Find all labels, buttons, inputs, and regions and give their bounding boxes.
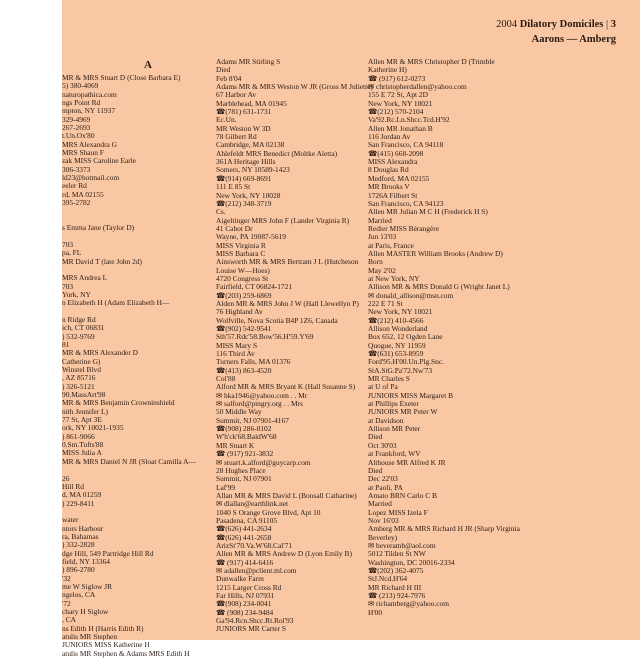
entry-line: San Francisco, CA 94123 — [368, 198, 444, 208]
entry-line: Allen MR & MRS Christopher D (Trimble — [368, 57, 495, 66]
entry-line: 78 Gilbert Rd — [216, 132, 257, 142]
entry-line: ) 326-5121 — [62, 381, 95, 391]
entry-line: W'h'ck'68.BaldW'68 — [216, 432, 277, 442]
section-letter: A — [144, 59, 152, 71]
entry-line: ra, Bahamas — [62, 531, 99, 541]
entry-line: Katherine H) — [368, 65, 407, 75]
entry-line: H'00 — [368, 607, 383, 617]
entry-line: at Paoli, PA — [368, 482, 403, 492]
entry-line: ☎(413) 863-4520 — [216, 365, 272, 375]
entry-line: at Phillips Exeter — [368, 399, 419, 409]
entry-line: Amberg MR & MRS Richard H JR (Sharp Virginia — [368, 524, 520, 534]
entry-line: 67 Harbor Av — [216, 90, 257, 100]
entry-line: Louise W—Hoes) — [216, 265, 270, 275]
entry-line: zak MISS Caroline Earle — [62, 156, 137, 166]
entry-line: ✉ salford@pingry.org . . Mrs — [216, 399, 303, 409]
entry-line: 0.Sm.Tufts'88 — [62, 440, 104, 450]
entry-line: MRS Shaun F — [62, 148, 104, 158]
entry-line: mpton, NY 11937 — [62, 106, 116, 116]
entry-line: StA.StG.Pa'72.Nw'73 — [368, 365, 433, 375]
entry-line: Laf'99 — [216, 482, 235, 492]
entry-line: at Frankford, WV — [368, 449, 421, 459]
directory-page — [62, 0, 640, 658]
entry-line: ✉ dlallan@earthlink.net — [216, 499, 289, 509]
entry-line: Wayne, PA 19087-5619 — [216, 232, 286, 242]
entry-line: me W Siglow JR — [62, 581, 113, 591]
entry-line: Wolfville, Nova Scotia B4P 1Z6, Canada — [216, 315, 338, 325]
entry-line: Somers, NY 10589-1423 — [216, 165, 290, 175]
entry-line: MR Charles S — [368, 374, 410, 384]
entry-line: Dunwalke Farm — [216, 574, 264, 584]
entry-line: ☎ (908) 234-9484 — [216, 607, 274, 617]
entry-line: Redier MISS Bérangère — [368, 223, 440, 233]
entry-line: Allison MR & MRS Donald G (Wright Janet L) — [368, 282, 510, 292]
entry-line: 4720 Congress St — [216, 273, 269, 283]
entry-line: ☎ (213) 924-7976 — [368, 591, 426, 600]
entry-line: '32 — [62, 573, 71, 583]
entry-line: ☎(202) 362-4075 — [368, 565, 424, 575]
entry-line: ☎(212) 410-4566 — [368, 315, 424, 325]
entry-line: atulis MR Stephen — [62, 632, 118, 642]
entry-line: 8 Douglas Rd — [368, 165, 409, 175]
entry-line: Died — [216, 65, 231, 75]
entry-line: ns Edith H (Harris Edith R) — [62, 623, 144, 633]
entry-line: atulis MR Stephen & Adams MRS Edith H — [62, 648, 190, 658]
entry-line: at Davidson — [368, 415, 404, 425]
entry-line: Allison Wonderland — [368, 324, 428, 333]
entry-line: Aigeltinger MRS John F (Lander Virginia R) — [216, 215, 350, 225]
entry-line: Marblehead, MA 01945 — [216, 98, 287, 108]
entry-line: San Francisco, CA 94118 — [368, 140, 444, 150]
entry-line: Summit, NJ 07901-4167 — [216, 415, 289, 425]
entry-line: 26 — [62, 473, 70, 483]
entry-line: MR Weston W 3D — [216, 123, 271, 133]
entry-line: ✉ beveramb@aol.com — [368, 540, 436, 550]
entry-line: at Paris, France — [368, 240, 414, 250]
entry-line: 5) 380-4069 — [62, 81, 99, 91]
entry-line: MISS Barbara C — [216, 248, 266, 258]
entry-line: n Ridge Rd — [62, 314, 96, 324]
entry-line: ) 896-2780 — [62, 565, 95, 575]
column-3 — [368, 58, 528, 617]
entry-line: s Emma Jane (Taylor D) — [62, 223, 135, 233]
entry-line: ☎(902) 542-9541 — [216, 324, 272, 333]
entry-line: ntors Harbour — [62, 523, 104, 533]
entry-line: Born — [368, 257, 383, 267]
entry-line: 116 Jordan Av — [368, 132, 411, 142]
entry-line: Ford'95.H'00.Un.Plg.Snc. — [368, 357, 444, 367]
entry-line: Married — [368, 499, 392, 509]
entry-line: Washington, DC 20016-2334 — [368, 557, 455, 567]
entry-line: 395-2782 — [62, 198, 91, 208]
header-title-line — [496, 17, 616, 32]
entry-line: ☎(626) 441-2634 — [216, 524, 272, 534]
entry-line: ) 532-9769 — [62, 331, 95, 341]
entry-line: MR Richard H III — [368, 582, 422, 592]
entry-line: ✉ donald_allison@msn.com — [368, 290, 454, 300]
entry-line — [62, 508, 208, 516]
entry-line: MISS Virginia R — [216, 240, 266, 250]
entry-line: ☎ (917) 414-6416 — [216, 557, 274, 567]
entry-line: MR & MRS Daniel N JR (Sloat Camilla A— — [62, 456, 196, 466]
entry-line: dge Hill, 549 Partridge Hill Rd — [62, 548, 154, 558]
entry-line: York, NY — [62, 289, 91, 299]
entry-line: Feb 8'04 — [216, 73, 242, 83]
entry-line: Pasadena, CA 91105 — [216, 515, 278, 525]
entry-line: MR & MRS Alexander D — [62, 348, 138, 358]
entry-line: Allen MASTER William Brooks (Andrew D) — [368, 248, 503, 258]
entry-line: n Elizabeth H (Adam Elizabeth H— — [62, 298, 170, 308]
entry-line: '72 — [62, 598, 71, 608]
entry-line: Cs. — [216, 207, 226, 217]
entry-line: ☎(415) 668-2098 — [368, 148, 424, 158]
entry-line: 81 — [62, 340, 70, 349]
entry-line: Ainsworth MR & MRS Bertram J L (Hutcheson — [216, 257, 359, 267]
entry-line: Hill Rd — [62, 481, 84, 491]
entry-line: 50 Middle Way — [216, 407, 262, 417]
entry-line: 5012 Tilden St NW — [368, 549, 426, 559]
entry-line: Jun 13'03 — [368, 232, 397, 242]
entry-line: ☎(914) 669-8691 — [216, 173, 272, 183]
entry-line: rd, MA 02155 — [62, 189, 104, 199]
entry-line: Winstel Blvd — [62, 365, 101, 375]
entry-line: ☎(626) 441-2658 — [216, 532, 272, 542]
entry-line: MR & MRS Stuart D (Close Barbara E) — [62, 73, 181, 82]
entry-line: 41 Cabot Dr — [216, 223, 253, 233]
entry-line: ☎(212) 348-3719 — [216, 198, 272, 208]
entry-line: 1726A Filbert St — [368, 190, 418, 200]
page-number: 3 — [610, 19, 616, 30]
entry-line: Sth'57.Rdc'58.Bow'56.H'59.Y'69 — [216, 332, 314, 342]
entry-line: Fairfield, CT 06824-1721 — [216, 282, 293, 292]
entry-line: Adams MR Stirling S — [216, 57, 281, 66]
entry-line: 1215 Larger Cross Rd — [216, 582, 282, 592]
entry-line: ✉ christopherdallen@yahoo.com — [368, 82, 467, 92]
entry-line: ) 229-8411 — [62, 498, 95, 508]
entry-line: , CA — [62, 615, 76, 625]
entry-line: Oct 30'03 — [368, 440, 397, 450]
entry-line: ) 332-2828 — [62, 540, 95, 550]
entry-line: ✉ hka1946@yahoo.com . . Mr — [216, 390, 308, 400]
header-range: Aarons — Amberg — [531, 34, 616, 45]
entry-line: ork, NY 10021-1935 — [62, 423, 124, 433]
entry-line: water — [62, 515, 79, 525]
column-1 — [62, 58, 208, 658]
entry-line: Summit, NJ 07901 — [216, 474, 272, 484]
entry-line: New York, NY 10021 — [368, 307, 433, 317]
entry-line: ngs Point Rd — [62, 98, 101, 108]
entry-line: at U of Pa — [368, 382, 398, 392]
entry-line: MRS Alexandra G — [62, 139, 118, 149]
entry-line: Allan MR & MRS David L (Bonsall Catharine) — [216, 490, 357, 500]
entry-line: Allison MR Peter — [368, 424, 421, 434]
entry-line: 329-4969 — [62, 114, 91, 124]
entry-line: ☎(203) 259-6869 — [216, 290, 272, 300]
entry-line: 111 E 85 St — [216, 182, 251, 192]
entry-line: ☎(631) 653-8959 — [368, 349, 424, 359]
entry-line: MR Stuart K — [216, 440, 255, 450]
entry-line: d, MA 01259 — [62, 490, 102, 500]
entry-line: 116 Third Av — [216, 349, 255, 359]
entry-line: 306-3373 — [62, 164, 91, 174]
entry-line: ✉ stuart.k.alford@guycarp.com — [216, 457, 311, 467]
entry-line: Cambridge, MA 02138 — [216, 140, 285, 150]
entry-line: eeler Rd — [62, 181, 87, 191]
entry-line: 28 Hughes Place — [216, 465, 266, 475]
entry-line: 77 St, Apt 3E — [62, 415, 102, 425]
entry-line: ☎(908) 234-0041 — [216, 599, 272, 609]
entry-line: 1040 S Orange Grove Blvd, Apt 10 — [216, 507, 321, 517]
entry-line: May 2'02 — [368, 265, 396, 275]
entry-line: Allen MR & MRS Andrew D (Lyon Emily B) — [216, 549, 352, 559]
entry-line — [62, 233, 208, 241]
entry-line: ☎(781) 631-1731 — [216, 107, 272, 117]
entry-line: ☎(212) 570-2104 — [368, 107, 424, 117]
entry-line: StJ.Ncd.H'64 — [368, 574, 408, 584]
entry-line: field, NY 13364 — [62, 556, 110, 566]
entry-line: New York, NY 10021 — [368, 98, 433, 108]
entry-line: Ahlefeldt MRS Benedict (Moltke Aletta) — [216, 148, 338, 158]
entry-line: Dec 22'03 — [368, 474, 398, 484]
entry-line: Died — [368, 432, 383, 442]
entry-line: 703 — [62, 281, 74, 291]
entry-line: MRS Andrea L — [62, 273, 108, 283]
entry-line: ✉ adallen@pclient.ml.com — [216, 565, 297, 575]
entry-line: Alden MR & MRS John J W (Hall Llewellyn P) — [216, 298, 359, 308]
entry-line: New York, NY 10028 — [216, 190, 281, 200]
entry-line: Ec.Un. — [216, 115, 237, 125]
entry-line: Married — [368, 215, 392, 225]
page-header — [496, 17, 616, 47]
entry-line — [62, 466, 208, 474]
entry-line: Lopez MISS Izela F — [368, 507, 428, 517]
entry-line: Althouse MR Alfred K JR — [368, 457, 446, 467]
entry-line: ngelos, CA — [62, 590, 96, 600]
entry-line: JUNIORS MR Peter W — [368, 407, 438, 417]
entry-line: , AZ 85716 — [62, 373, 96, 383]
entry-line: t.Un.Ox'80 — [62, 131, 95, 141]
entry-line: Box 652, 12 Ogden Lane — [368, 332, 443, 342]
entry-line: ☎(908) 286-0102 — [216, 424, 272, 434]
entry-line: Far Hills, NJ 07931 — [216, 591, 275, 600]
entry-line: ) 861-9066 — [62, 431, 95, 441]
entry-line: ich, CT 06831 — [62, 323, 105, 333]
entry-line: MISS Mary S — [216, 340, 258, 350]
entry-line: ✉ richamberg@yahoo.com — [368, 599, 449, 609]
entry-line: MR David T (late John 2d) — [62, 256, 142, 266]
entry-line: naturopathica.com — [62, 89, 117, 99]
entry-line: Turners Falls, MA 01376 — [216, 357, 291, 367]
entry-line: 222 E 71 St — [368, 298, 403, 308]
entry-line: 76 Highland Av — [216, 307, 263, 317]
entry-line: Quogue, NY 11959 — [368, 340, 426, 350]
column-2 — [216, 57, 373, 634]
header-title: Dilatory Domiciles — [519, 19, 604, 30]
entry-line: pa, FL — [62, 248, 82, 258]
entry-line: Allen MR Julian M C H (Frederick H S) — [368, 207, 488, 217]
entry-line: ☎ (917) 612-0273 — [368, 73, 426, 83]
entry-line: 90.MassArt'98 — [62, 390, 106, 400]
entry-line: JUNIORS MR Carter S — [216, 624, 287, 634]
entry-line: Va'92.Rc.Ln.Shcc.Tcd.H'92 — [368, 115, 450, 125]
entry-line: 155 E 72 St, Apt 2D — [368, 90, 428, 100]
entry-line: 267-2693 — [62, 123, 91, 133]
entry-line: 361A Heritage Hills — [216, 157, 276, 167]
entry-line: Adams MR & MRS Weston W JR (Gross M Juliette) — [216, 82, 373, 92]
entry-line: ArizSt'70.Va.W'68.Cal'71 — [216, 540, 293, 550]
entry-line: JUNIORS MISS Margaret B — [368, 390, 454, 400]
entry-line: Allen MR Jonathan B — [368, 123, 433, 133]
entry-line: MR Brooks V — [368, 182, 410, 192]
header-year: 2004 — [496, 19, 518, 30]
entry-line: 703 — [62, 239, 74, 249]
entry-line: Catherine G) — [62, 356, 101, 366]
entry-line: MISS Alexandra — [368, 157, 418, 167]
entry-line: Amato BRN Carlo C B — [368, 490, 437, 500]
entry-line: Nov 16'03 — [368, 515, 399, 525]
entry-line: ☎ (917) 921-3832 — [216, 449, 274, 459]
entry-line: Alford MR & MRS Bryant K (Hall Susanne S) — [216, 382, 356, 392]
entry-line: Beverley) — [368, 532, 398, 542]
entry-line: Col'88 — [216, 374, 236, 384]
entry-line: Ga'94.Rcn.Shcc.Rt.Rol'93 — [216, 616, 294, 626]
entry-line: MISS Julia A — [62, 448, 102, 458]
entry-line: Medford, MA 02155 — [368, 173, 430, 183]
entry-line: MR & MRS Benjamin Crowninshield — [62, 398, 175, 408]
entry-line: ld23@hotmail.com — [62, 173, 120, 183]
header-separator: | — [603, 19, 611, 30]
entry-line: JUNIORS MISS Katherine H — [62, 640, 150, 650]
entry-line: at New York, NY — [368, 273, 420, 283]
entry-line: Died — [368, 465, 383, 475]
entry-line — [62, 208, 208, 216]
entry-line: nith Jennifer L) — [62, 406, 108, 416]
entry-line: chary H Siglow — [62, 607, 109, 616]
